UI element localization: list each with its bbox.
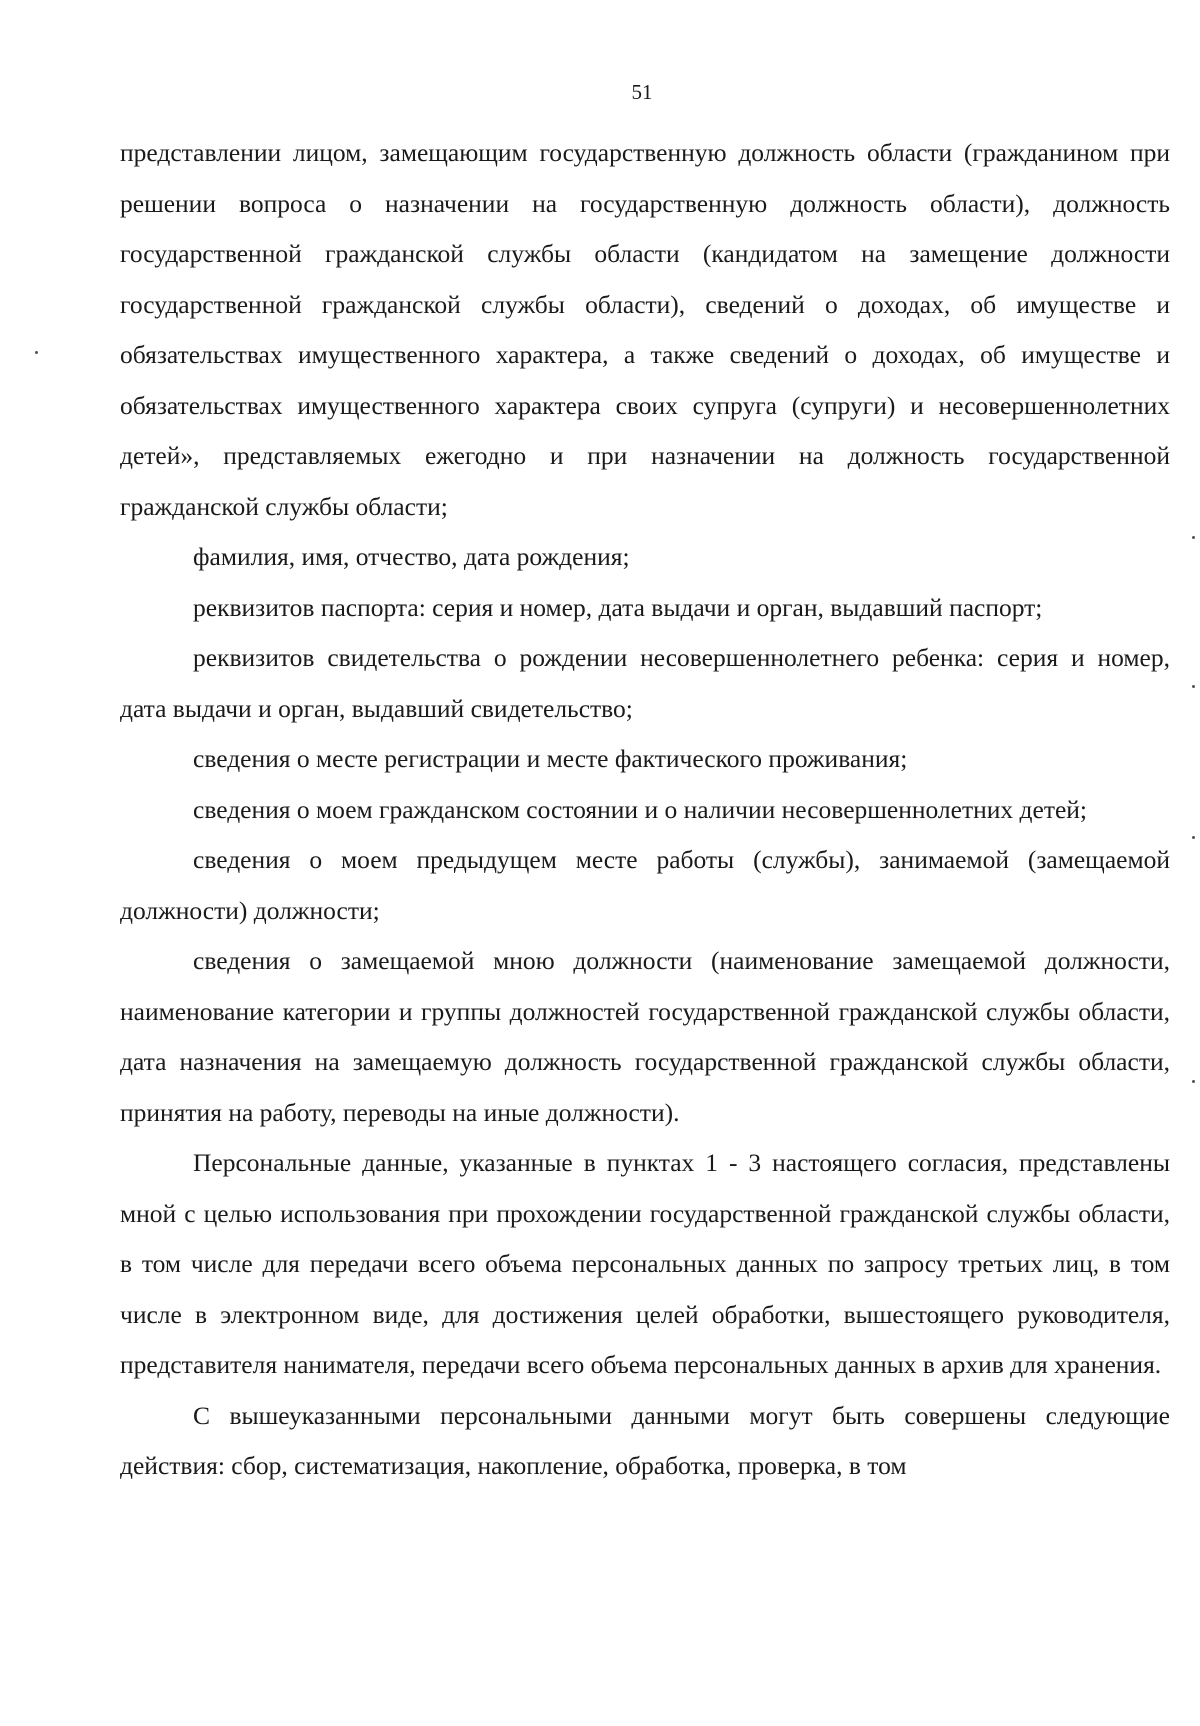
paragraph-actions: С вышеуказанными персональными данными могут быть совершены следующие действия: сбор, систематизация, накопление, обработка, проверка, в том [120, 1400, 1170, 1480]
paragraph-previous-work: сведения о моем предыдущем месте работы (службы), занимаемой (замещаемой должности) должности; [120, 845, 1170, 925]
scan-artifact-dot [1192, 685, 1195, 688]
scan-artifact-dot [1192, 1080, 1195, 1083]
scan-artifact-dot [1192, 836, 1195, 839]
paragraph-passport: реквизитов паспорта: серия и номер, дата выдачи и орган, выдавший паспорт; [193, 592, 1043, 622]
paragraph-civil-status: сведения о моем гражданском состоянии и о наличии несовершеннолетних детей; [193, 794, 1088, 824]
paragraph-residence: сведения о месте регистрации и месте фактического проживания; [193, 744, 908, 773]
paragraph-full-name: фамилия, имя, отчество, дата рождения; [193, 542, 630, 571]
paragraph-purpose: Персональные данные, указанные в пунктах 1 - 3 настоящего согласия, представлены мной с целью использования при прохождении государственной гражданской службы области, в том числе для передачи всего объема персональных данных по запросу третьих лиц, в том числе в электронном виде, для достижения целей обработки, вышестоящего руководителя, представителя нанимателя, передачи всего объема персональных данных в архив для хранения. [120, 1148, 1170, 1379]
page-number: 51 [631, 80, 653, 104]
paragraph-intro: представлении лицом, замещающим государственную должность области (гражданином при решении вопроса о назначении на государственную должность области), должность государственной гражданской службы области (кандидатом на замещение должности государственной гражданской службы области), сведений о доходах, об имуществе и обязательствах имущественного характера, а также сведений о доходах, об имуществе и обязательствах имущественного характера своих супруга (супруги) и несовершеннолетних детей», представляемых ежегодно и при назначении на должность государственной гражданской службы области; [120, 138, 1170, 521]
document-body [120, 128, 1170, 1492]
paragraph-birth-certificate: реквизитов свидетельства о рождении несовершеннолетнего ребенка: серия и номер, дата выдачи и орган, выдавший свидетельство; [120, 643, 1170, 723]
scan-artifact-dot [1192, 536, 1195, 539]
scan-artifact-dot [35, 351, 38, 354]
paragraph-current-position: сведения о замещаемой мною должности (наименование замещаемой должности, наименование категории и группы должностей государственной гражданской службы области, дата назначения на замещаемую должность государственной гражданской службы области, принятия на работу, переводы на иные должности). [120, 946, 1170, 1127]
